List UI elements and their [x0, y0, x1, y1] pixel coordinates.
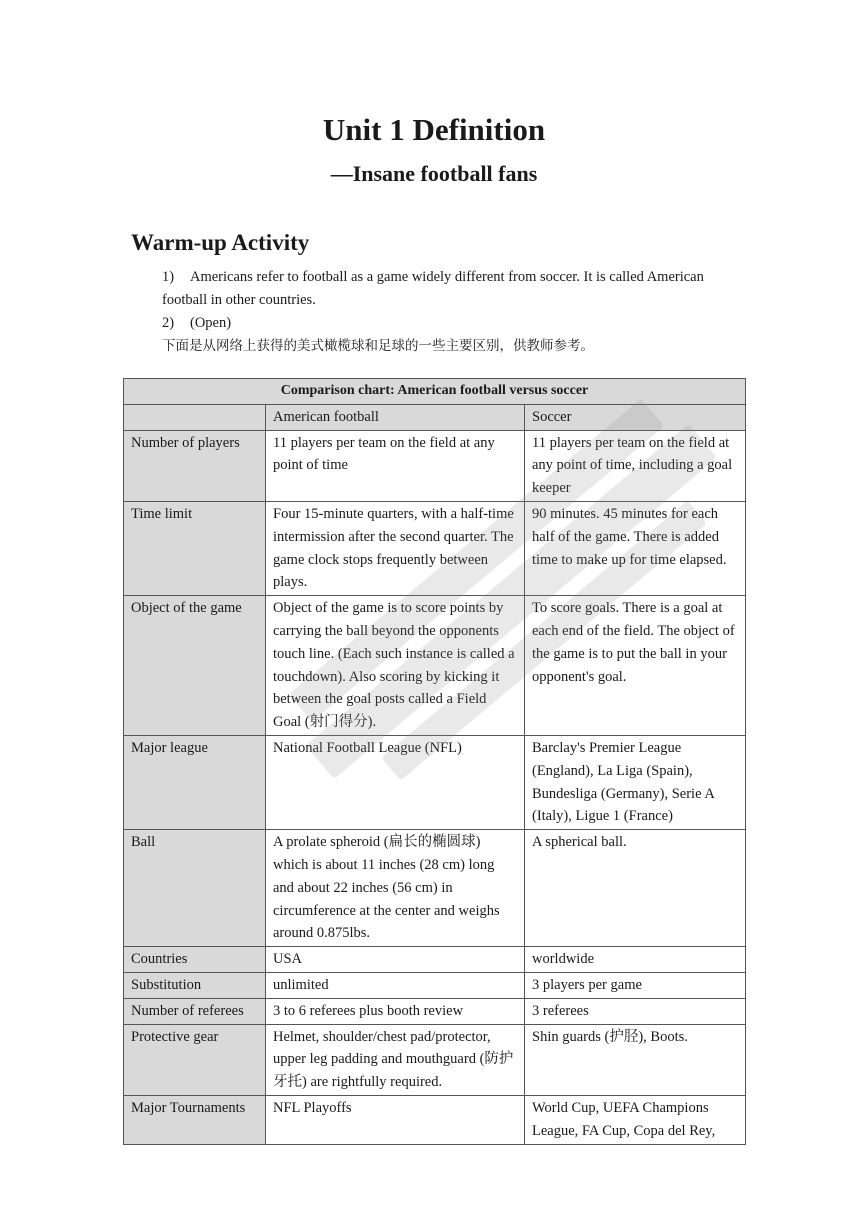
- row-label-cell: Ball: [124, 830, 266, 947]
- row-label-cell: Object of the game: [124, 596, 266, 736]
- table-row: [124, 947, 746, 973]
- american-football-cell: A prolate spheroid (扁长的椭圆球) which is about 11 inches (28 cm) long and about 22 inches (56 cm) in circumference at the center and weighs around 0.875lbs.: [266, 830, 525, 947]
- soccer-cell: 3 players per game: [525, 972, 746, 998]
- soccer-cell: worldwide: [525, 947, 746, 973]
- soccer-cell: To score goals. There is a goal at each end of the field. The object of the game is to put the ball in your opponent's goal.: [525, 596, 746, 736]
- table-row: [124, 1024, 746, 1095]
- soccer-cell: Shin guards (护胫), Boots.: [525, 1024, 746, 1095]
- header-cell-blank: [124, 404, 266, 430]
- american-football-cell: National Football League (NFL): [266, 735, 525, 829]
- header-cell-american-football: American football: [266, 404, 525, 430]
- row-label-cell: Substitution: [124, 972, 266, 998]
- row-label-cell: Countries: [124, 947, 266, 973]
- american-football-cell: Four 15-minute quarters, with a half-time intermission after the second quarter. The game clock stops frequently between plays.: [266, 501, 525, 595]
- table-caption-row: [124, 379, 746, 405]
- table-row: [124, 430, 746, 501]
- warmup-item-2: [162, 312, 742, 335]
- american-football-cell: 3 to 6 referees plus booth review: [266, 998, 525, 1024]
- item-number: 1): [162, 269, 175, 285]
- table-row: [124, 501, 746, 595]
- item-text: (Open): [190, 315, 232, 331]
- soccer-cell: A spherical ball.: [525, 830, 746, 947]
- soccer-cell: World Cup, UEFA Champions League, FA Cup, Copa del Rey,: [525, 1095, 746, 1144]
- american-football-cell: 11 players per team on the field at any point of time: [266, 430, 525, 501]
- row-label-cell: Protective gear: [124, 1024, 266, 1095]
- table-row: [124, 998, 746, 1024]
- american-football-cell: NFL Playoffs: [266, 1095, 525, 1144]
- american-football-cell: USA: [266, 947, 525, 973]
- soccer-cell: 11 players per team on the field at any point of time, including a goal keeper: [525, 430, 746, 501]
- teacher-note: 下面是从网络上获得的美式橄榄球和足球的一些主要区别，供教师参考。: [162, 338, 594, 354]
- page-subtitle: —Insane football fans: [330, 161, 538, 186]
- section-heading-warmup: Warm-up Activity: [131, 230, 310, 255]
- row-label-cell: Number of players: [124, 430, 266, 501]
- table-row: [124, 1095, 746, 1144]
- american-football-cell: Object of the game is to score points by carrying the ball beyond the opponents touch line. (Each such instance is called a touchdown). Also scoring by kicking it between the goal posts called a Field Goal (射门得分).: [266, 596, 525, 736]
- header-cell-soccer: Soccer: [525, 404, 746, 430]
- item-number: 2): [162, 315, 175, 331]
- row-label-cell: Number of referees: [124, 998, 266, 1024]
- american-football-cell: Helmet, shoulder/chest pad/protector, upper leg padding and mouthguard (防护牙托) are rightfully required.: [266, 1024, 525, 1095]
- page-title: Unit 1 Definition: [322, 112, 546, 147]
- table-row: [124, 830, 746, 947]
- table-caption: Comparison chart: American football versus soccer: [124, 379, 746, 405]
- soccer-cell: Barclay's Premier League (England), La Liga (Spain), Bundesliga (Germany), Serie A (Italy), Ligue 1 (France): [525, 735, 746, 829]
- table-body: [124, 430, 746, 1144]
- table-row: [124, 596, 746, 736]
- soccer-cell: 3 referees: [525, 998, 746, 1024]
- table-row: [124, 735, 746, 829]
- american-football-cell: unlimited: [266, 972, 525, 998]
- soccer-cell: 90 minutes. 45 minutes for each half of the game. There is added time to make up for time elapsed.: [525, 501, 746, 595]
- row-label-cell: Major Tournaments: [124, 1095, 266, 1144]
- table-header-row: [124, 404, 746, 430]
- item-text: Americans refer to football as a game widely different from soccer. It is called American football in other countries.: [162, 269, 704, 308]
- comparison-table: [123, 378, 746, 1145]
- table-row: [124, 972, 746, 998]
- warmup-item-1: [162, 266, 742, 312]
- row-label-cell: Major league: [124, 735, 266, 829]
- row-label-cell: Time limit: [124, 501, 266, 595]
